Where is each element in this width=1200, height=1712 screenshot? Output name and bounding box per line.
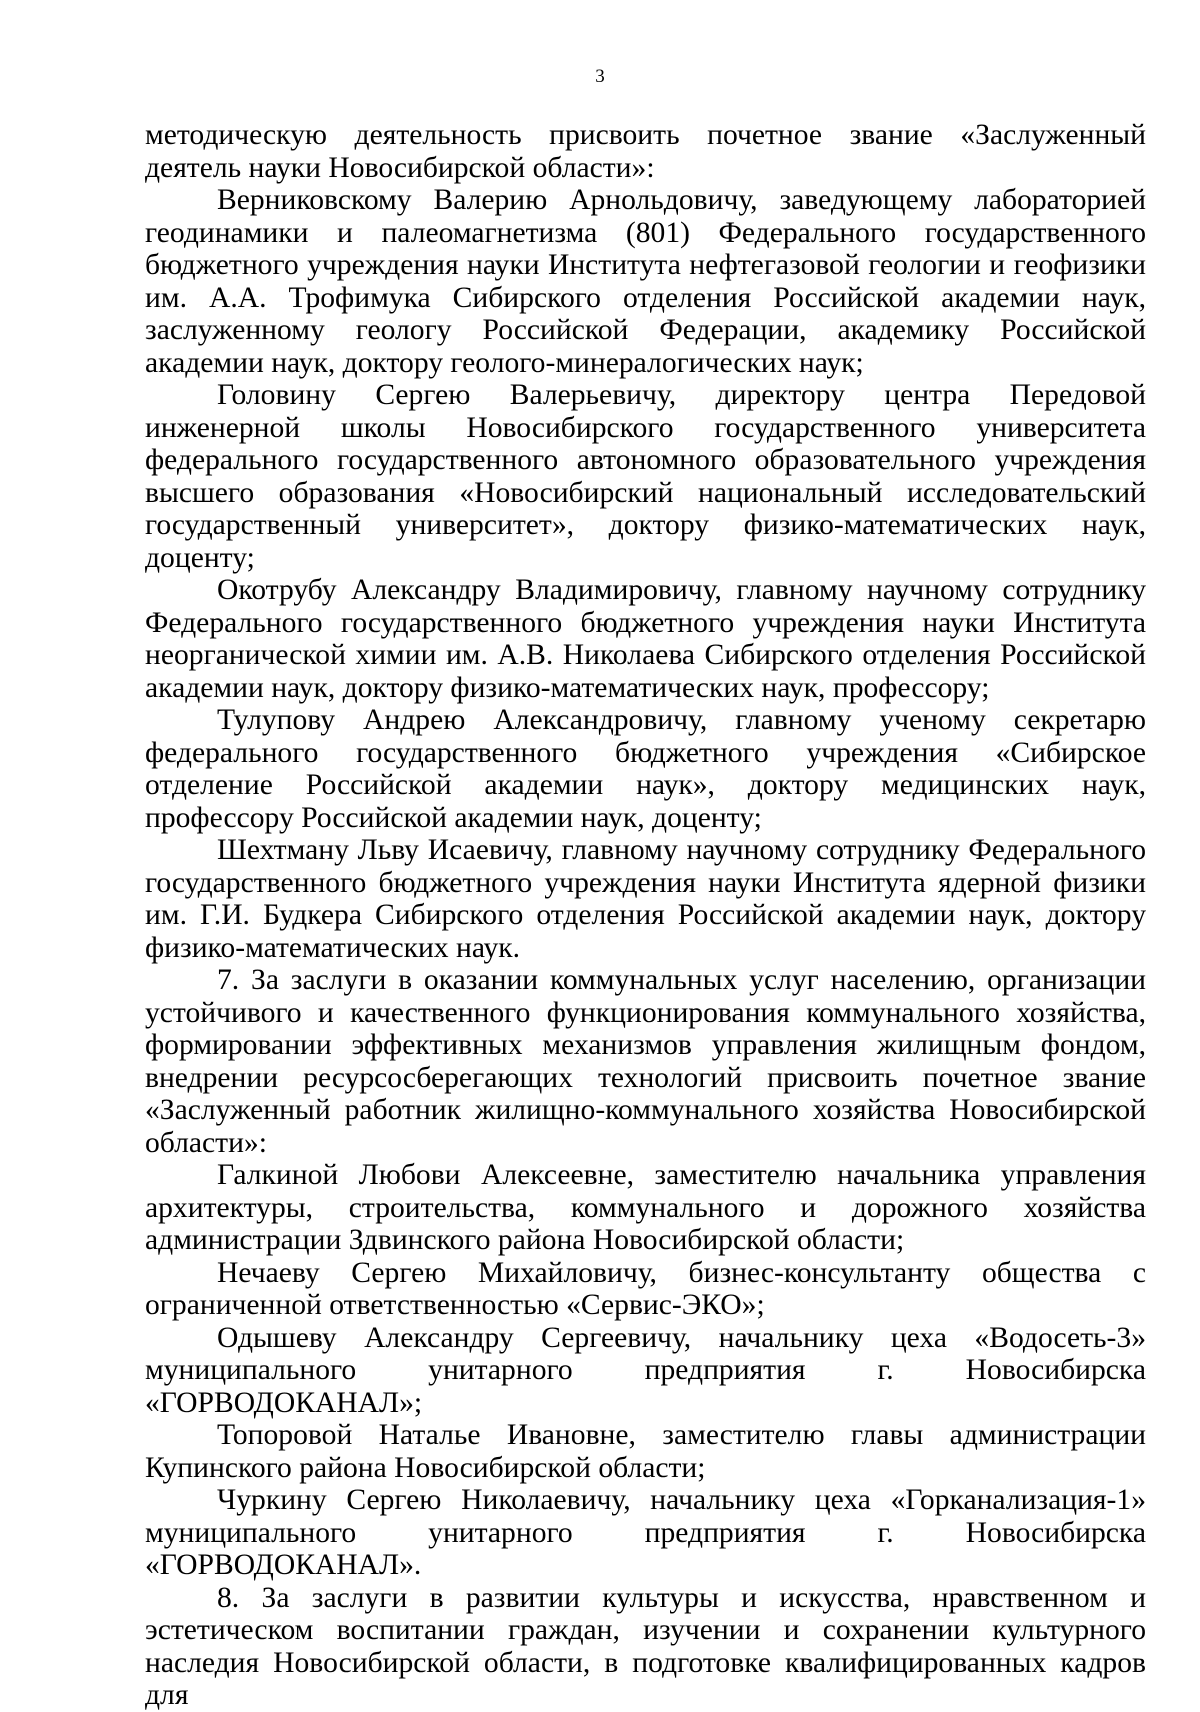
paragraph: Чуркину Сергею Николаевичу, начальнику цеха «Горканализация-1» муниципального унитарного предприятия г. Новосибирска «ГОРВОДОКАНАЛ». xyxy=(145,1484,1146,1581)
paragraph: Нечаеву Сергею Михайловичу, бизнес-консультанту общества с ограниченной ответственностью «Сервис-ЭКО»; xyxy=(145,1256,1146,1321)
paragraph: Топоровой Наталье Ивановне, заместителю главы администрации Купинского района Новосибирской области; xyxy=(145,1419,1146,1484)
paragraph: Верниковскому Валерию Арнольдовичу, заведующему лабораторией геодинамики и палеомагнетизма (801) Федерального государственного бюджетного учреждения науки Института нефтегазовой геологии и геофизики им. А.А. Трофимука Сибирского отделения Российской академии наук, заслуженному геологу Российской Федерации, академику Российской академии наук, доктору геолого-минералогических наук; xyxy=(145,184,1146,379)
paragraph: 8. За заслуги в развитии культуры и искусства, нравственном и эстетическом воспитании граждан, изучении и сохранении культурного наследия Новосибирской области, в подготовке квалифицированных кадров для xyxy=(145,1581,1146,1711)
document-body xyxy=(145,119,1146,1712)
paragraph: 7. За заслуги в оказании коммунальных услуг населению, организации устойчивого и качественного функционирования коммунального хозяйства, формировании эффективных механизмов управления жилищным фондом, внедрении ресурсосберегающих технологий присвоить почетное звание «Заслуженный работник жилищно-коммунального хозяйства Новосибирской области»: xyxy=(145,964,1146,1159)
paragraph: методическую деятельность присвоить почетное звание «Заслуженный деятель науки Новосибирской области»: xyxy=(145,119,1146,184)
page-number: 3 xyxy=(595,66,605,87)
paragraph: Одышеву Александру Сергеевичу, начальнику цеха «Водосеть-3» муниципального унитарного предприятия г. Новосибирска «ГОРВОДОКАНАЛ»; xyxy=(145,1321,1146,1419)
paragraph: Галкиной Любови Алексеевне, заместителю начальника управления архитектуры, строительства, коммунального и дорожного хозяйства администрации Здвинского района Новосибирской области; xyxy=(145,1159,1146,1256)
paragraph: Тулупову Андрею Александровичу, главному ученому секретарю федерального государственного бюджетного учреждения «Сибирское отделение Российской академии наук», доктору медицинских наук, профессору Российской академии наук, доценту; xyxy=(145,704,1146,834)
paragraph: Головину Сергею Валерьевичу, директору центра Передовой инженерной школы Новосибирского государственного университета федерального государственного автономного образовательного учреждения высшего образования «Новосибирский национальный исследовательский государственный университет», доктору физико-математических наук, доценту; xyxy=(145,379,1146,574)
paragraph: Шехтману Льву Исаевичу, главному научному сотруднику Федерального государственного бюджетного учреждения науки Института ядерной физики им. Г.И. Будкера Сибирского отделения Российской академии наук, доктору физико-математических наук. xyxy=(145,834,1146,964)
paragraph: Окотрубу Александру Владимировичу, главному научному сотруднику Федерального государственного бюджетного учреждения науки Института неорганической химии им. А.В. Николаева Сибирского отделения Российской академии наук, доктору физико-математических наук, профессору; xyxy=(145,574,1146,704)
